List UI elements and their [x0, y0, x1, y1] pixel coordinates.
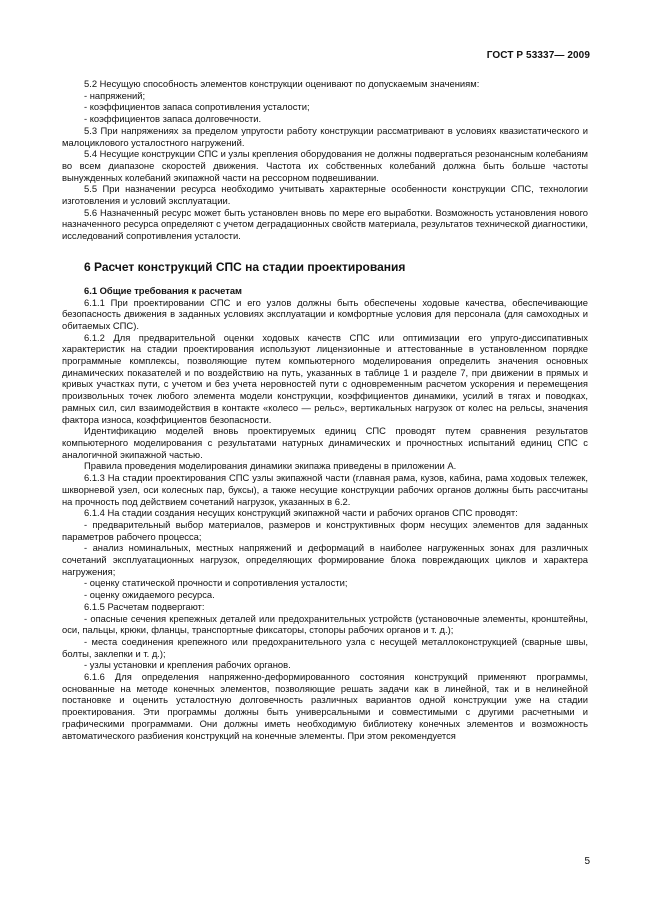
paragraph: 5.5 При назначении ресурса необходимо учитывать характерные особенности конструкции СПС, технологии изготовления и условий эксплуатации.	[62, 183, 588, 207]
paragraph: 5.2 Несущую способность элементов конструкции оценивают по допускаемым значениям:	[84, 78, 480, 89]
list-item: - опасные сечения крепежных деталей или предохранительных устройств (установочные элементы, кронштейны, оси, пальцы, крюки, фланцы, транспортные фиксаторы, стопоры рабочих органов и т. д.);	[62, 612, 588, 636]
list-item: - оценку статической прочности и сопротивления усталости;	[84, 577, 348, 589]
paragraph: Идентификацию моделей вновь проектируемых единиц СПС проводят путем сравнения результатов компьютерного моделирования с результатами натурных динамических и прочностных испытаний единиц СПС с аналогичной экипажной частью.	[62, 425, 588, 460]
list-item: - узлы установки и крепления рабочих органов.	[84, 659, 291, 671]
paragraph: 5.3 При напряжениях за пределом упругости работу конструкции рассматривают в условиях квазистатического и малоциклового усталостного нагружений.	[62, 124, 588, 148]
list-item: - коэффициентов запаса долговечности.	[84, 113, 262, 125]
paragraph: Правила проведения моделирования динамики экипажа приведены в приложении А.	[84, 460, 457, 472]
list-item: - места соединения крепежного или предохранительного узла с несущей металлоконструкцией (сварные швы, болты, заклепки и т. д.);	[62, 635, 588, 659]
paragraph: 6.1.4 На стадии создания несущих конструкций экипажной части и рабочих органов СПС проводят:	[84, 507, 518, 519]
paragraph: 6.1.6 Для определения напряженно-деформированного состояния конструкций применяют программы, основанные на методе конечных элементов, позволяющие решать задачи как в линейной, так и в нелинейной постановке и оценить усталостную долговечность различных вариантов одной конструкции уже на стадии проектирования. Эти программы должны быть универсальными и совместимыми с другими расчетными и графическими программами. Они должны иметь необходимую библиотеку конечных элементов и возможность автоматического разбиения конструкций на конечные элементы. При этом рекомендуется	[62, 671, 588, 741]
paragraph: 6.1.3 На стадии проектирования СПС узлы экипажной части (главная рама, кузов, кабина, рама ходовых тележек, шкворневой узел, оси колесных пар, буксы), а также несущие конструкции рабочих органов должны быть рассчитаны на прочность под действием сочетаний нагрузок, указанных в 6.2.	[62, 472, 588, 507]
paragraph: 6.1.1 При проектировании СПС и его узлов должны быть обеспечены ходовые качества, обеспечивающие безопасность движения в заданных условиях эксплуатации и комфортные условия для персонала (для самоходных и обитаемых СПС).	[62, 296, 588, 331]
page-content	[62, 78, 588, 741]
list-item: - оценку ожидаемого ресурса.	[84, 589, 215, 601]
page-number: 5	[584, 856, 590, 867]
list-item: - напряжений;	[84, 89, 146, 101]
paragraph: 5.6 Назначенный ресурс может быть установлен вновь по мере его выработки. Возможность установления нового назначенного ресурса определяют с учетом деградационных свойств материала, результатов технической диагностики, исследований сопротивления усталости.	[62, 206, 588, 242]
list-item: - коэффициентов запаса сопротивления усталости;	[84, 101, 310, 113]
paragraph: 6.1.2 Для предварительной оценки ходовых качеств СПС или оптимизации его упруго-диссипативных характеристик на стадии проектирования используют лицензионные и аттестованные в установленном порядке программные комплексы, позволяющие путем компьютерного моделирования определить значения основных динамических показателей и по воздействию на путь, указанных в таблице 1 и разделе 7, при движении в прямых и кривых участках пути, с учетом и без учета неровностей пути с одновременным расчетом ускорения и перемещения произвольных точек любого элемента модели конструкции, коэффициентов динамики, усилий в тягах и поводках, рамных сил, сил взаимодействия в контакте «колесо — рельс», вертикальных нагрузок от колес на рельсы, значения фактора износа, коэффициентов безопасности.	[62, 331, 588, 425]
section-heading: 6 Расчет конструкций СПС на стадии проектирования	[84, 259, 406, 274]
list-item: - анализ номинальных, местных напряжений и деформаций в наиболее нагруженных зонах для различных сочетаний эксплуатационных нагрузок, определяющих формирование блока повреждающих циклов и характера нагружения;	[62, 542, 588, 577]
standard-header: ГОСТ Р 53337— 2009	[486, 50, 590, 61]
paragraph: 5.4 Несущие конструкции СПС и узлы крепления оборудования не должны подвергаться резонансным колебаниям во всем диапазоне скоростей движения. Частота их собственных колебаний должна быть больше частоты вынужденных колебаний экипажной части на рессорном подвешивании.	[62, 148, 588, 183]
list-item: - предварительный выбор материалов, размеров и конструктивных форм несущих элементов для заданных параметров рабочего процесса;	[62, 518, 588, 542]
paragraph: 6.1.5 Расчетам подвергают:	[84, 600, 205, 612]
subsection-heading: 6.1 Общие требования к расчетам	[84, 284, 242, 296]
